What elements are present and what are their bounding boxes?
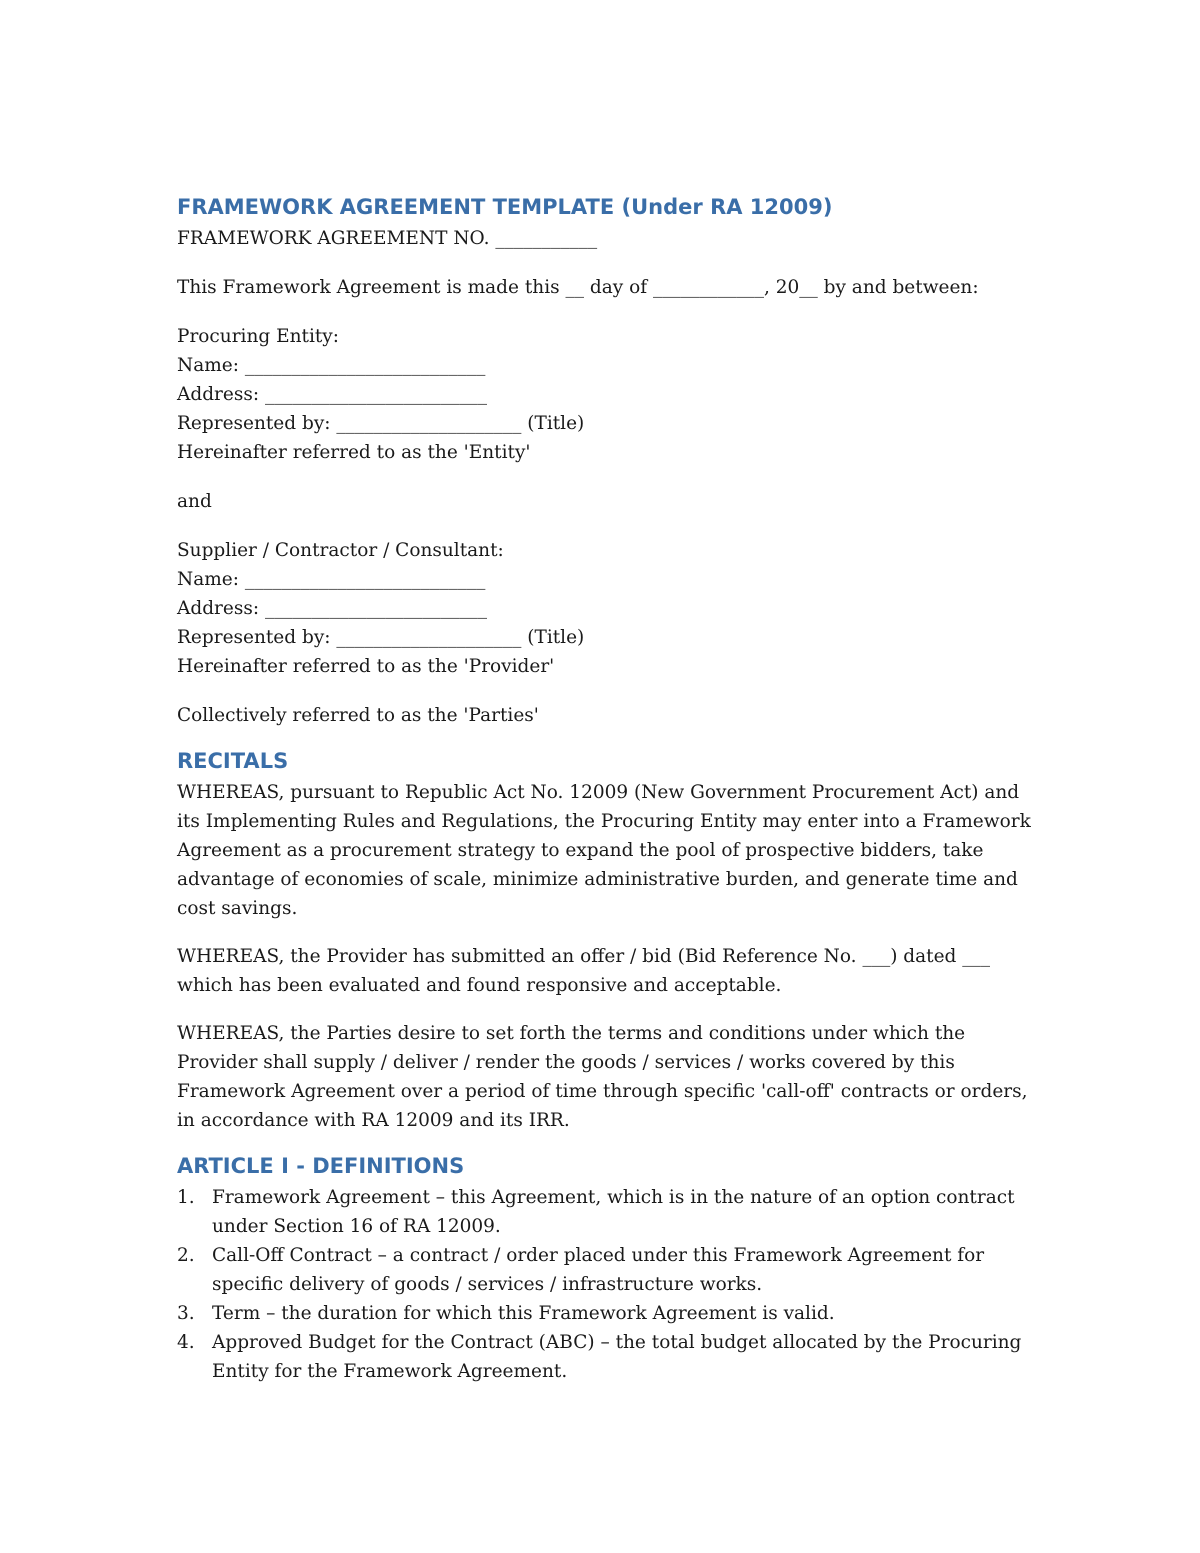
procuring-entity-label: Procuring Entity: — [177, 326, 339, 347]
recital-paragraph: WHEREAS, the Parties desire to set forth the terms and conditions under which the Provider shall supply / deliver / render the goods / services / works covered by this Framework Agreement over a period of time through specific 'call-off' contracts or orders, in accordance with RA 12009 and its IRR. — [177, 1023, 1028, 1131]
and-text: and — [177, 491, 212, 512]
provider-name-field: Name: __________________________ — [177, 569, 486, 590]
definition-item — [177, 1328, 1037, 1386]
recitals-section — [177, 778, 1037, 1135]
agreement-number-line: FRAMEWORK AGREEMENT NO. ___________ — [177, 228, 598, 249]
procuring-entity-address-field: Address: ________________________ — [177, 384, 487, 405]
definition-number: 3. — [177, 1303, 195, 1324]
procuring-entity-name-field: Name: __________________________ — [177, 355, 486, 376]
definition-number: 2. — [177, 1245, 195, 1266]
definition-item — [177, 1299, 1037, 1328]
definitions-list — [177, 1183, 1037, 1386]
definition-item — [177, 1183, 1037, 1241]
definition-text: Term – the duration for which this Framework Agreement is valid. — [212, 1303, 835, 1324]
agreement-date-line: This Framework Agreement is made this __ day of ____________, 20__ by and between: — [177, 277, 979, 298]
document-body — [177, 190, 1037, 1386]
document-title: FRAMEWORK AGREEMENT TEMPLATE (Under RA 12009) — [177, 195, 833, 219]
procuring-entity-block — [177, 322, 1037, 467]
definition-text: Framework Agreement – this Agreement, which is in the nature of an option contract under Section 16 of RA 12009. — [212, 1187, 1015, 1237]
definition-item — [177, 1241, 1037, 1299]
recital-paragraph: WHEREAS, the Provider has submitted an offer / bid (Bid Reference No. ___) dated ___ which has been evaluated and found responsive and acceptable. — [177, 946, 991, 996]
provider-block — [177, 536, 1037, 681]
procuring-entity-represented-field: Represented by: ____________________ (Title) — [177, 413, 585, 434]
recital-paragraph: WHEREAS, pursuant to Republic Act No. 12009 (New Government Procurement Act) and its Implementing Rules and Regulations, the Procuring Entity may enter into a Framework Agreement as a procurement strategy to expand the pool of prospective bidders, take advantage of economies of scale, minimize administrative burden, and generate time and cost savings. — [177, 782, 1031, 919]
provider-referred: Hereinafter referred to as the 'Provider' — [177, 656, 555, 677]
article-1-heading: ARTICLE I - DEFINITIONS — [177, 1154, 465, 1178]
definition-number: 1. — [177, 1187, 195, 1208]
definition-text: Call-Off Contract – a contract / order placed under this Framework Agreement for specific delivery of goods / services / infrastructure works. — [212, 1245, 985, 1295]
provider-address-field: Address: ________________________ — [177, 598, 487, 619]
collectively-line: Collectively referred to as the 'Parties' — [177, 705, 539, 726]
procuring-entity-referred: Hereinafter referred to as the 'Entity' — [177, 442, 531, 463]
recitals-heading: RECITALS — [177, 749, 289, 773]
provider-label: Supplier / Contractor / Consultant: — [177, 540, 504, 561]
provider-represented-field: Represented by: ____________________ (Title) — [177, 627, 585, 648]
definition-text: Approved Budget for the Contract (ABC) – the total budget allocated by the Procuring Entity for the Framework Agreement. — [212, 1332, 1022, 1382]
definition-number: 4. — [177, 1332, 195, 1353]
